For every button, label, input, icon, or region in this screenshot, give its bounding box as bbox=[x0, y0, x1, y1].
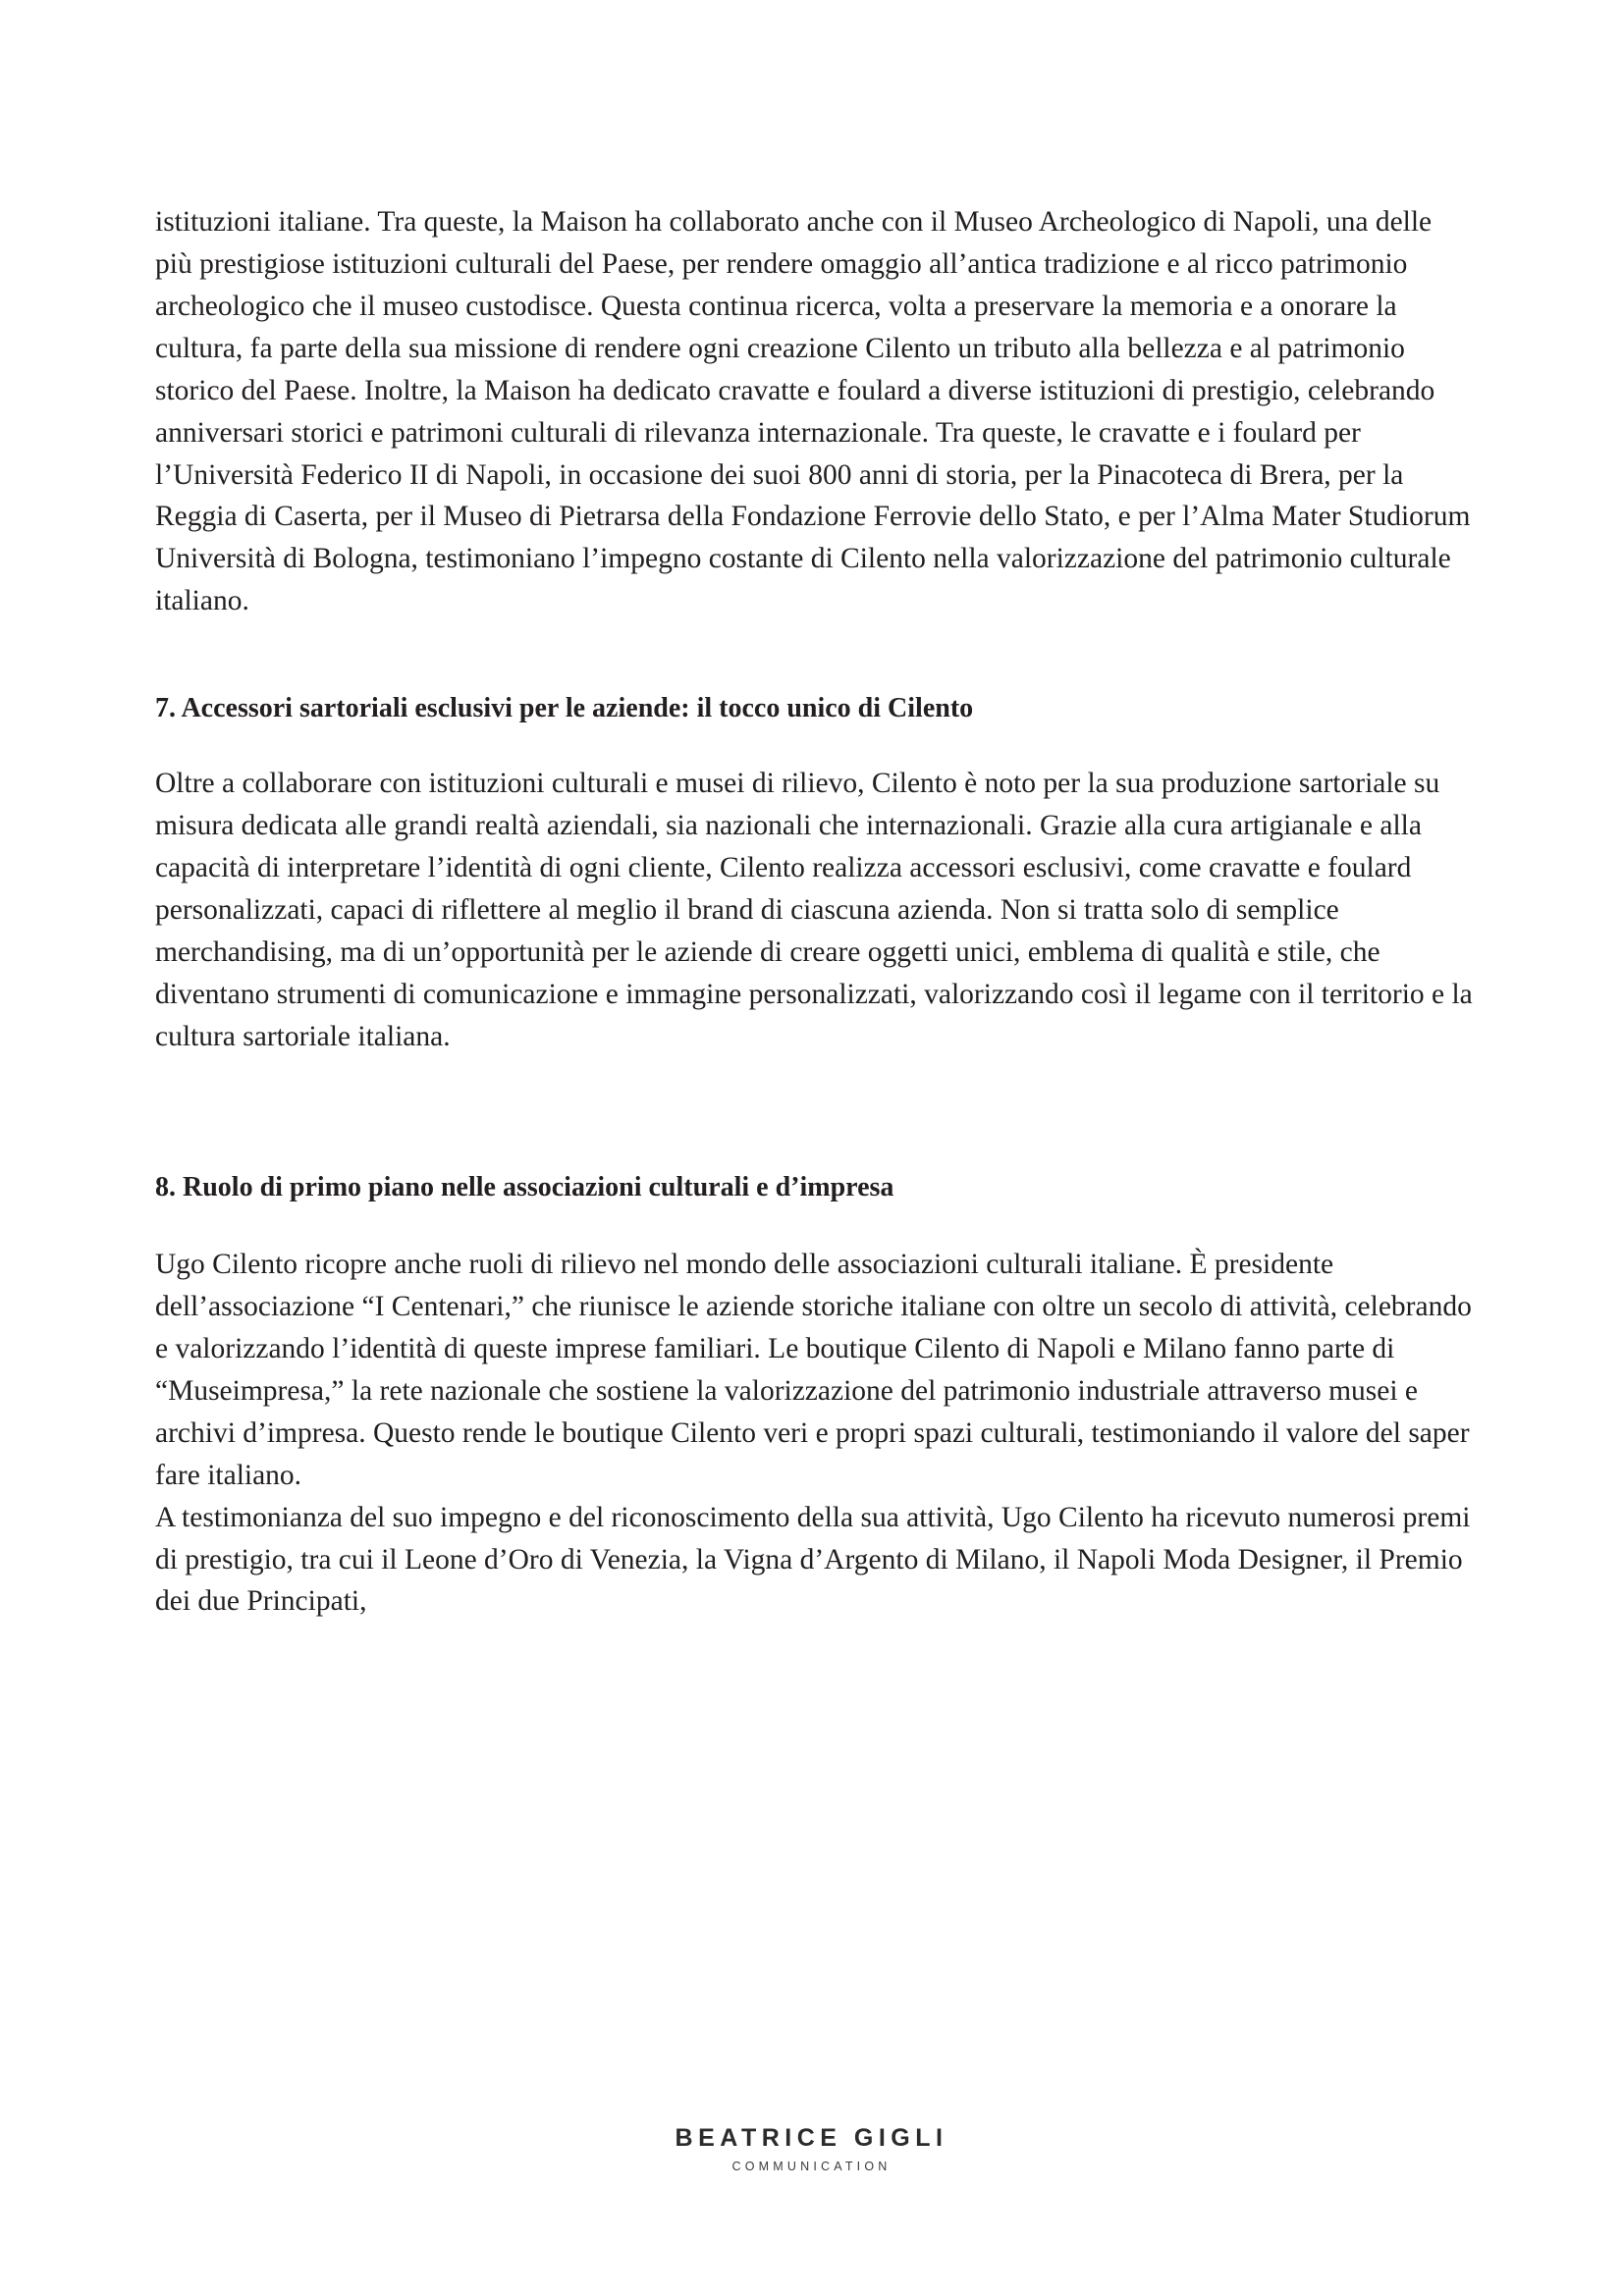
spacer bbox=[155, 622, 1476, 689]
section-8-body: Ugo Cilento ricopre anche ruoli di rilievo nel mondo delle associazioni culturali italiane. È presidente dell’associazione “I Centenari,” che riunisce le aziende storiche italiane con oltre un secolo di attività, celebrando e valorizzando l’identità di queste imprese familiari. Le boutique Cilento di Napoli e Milano fanno parte di “Museimpresa,” la rete nazionale che sostiene la valorizzazione del patrimonio industriale attraverso musei e archivi d’impresa. Questo rende le boutique Cilento veri e propri spazi culturali, testimoniando il valore del saper fare italiano. bbox=[155, 1249, 1472, 1491]
section-heading-7: 7. Accessori sartoriali esclusivi per le aziende: il tocco unico di Cilento bbox=[155, 693, 974, 724]
footer-subtitle: COMMUNICATION bbox=[731, 2159, 892, 2173]
section-7-body: Oltre a collaborare con istituzioni culturali e musei di rilievo, Cilento è noto per la sua produzione sartoriale su misura dedicata alle grandi realtà aziendali, sia nazionali che internazionali. Grazie alla cura artigianale e alla capacità di interpretare l’identità di ogni cliente, Cilento realizza accessori esclusivi, come cravatte e foulard personalizzati, capaci di riflettere al meglio il brand di ciascuna azienda. Non si tratta solo di semplice merchandising, ma di un’opportunità per le aziende di creare oggetti unici, emblema di qualità e stile, che diventano strumenti di comunicazione e immagine personalizzati, valorizzando così il legame con il territorio e la cultura sartoriale italiana. bbox=[155, 768, 1473, 1052]
document-content bbox=[155, 201, 1476, 1623]
paragraph-continued: istituzioni italiane. Tra queste, la Maison ha collaborato anche con il Museo Archeologico di Napoli, una delle più prestigiose istituzioni culturali del Paese, per rendere omaggio all’antica tradizione e al ricco patrimonio archeologico che il museo custodisce. Questa continua ricerca, volta a preservare la memoria e a onorare la cultura, fa parte della sua missione di rendere ogni creazione Cilento un tributo alla bellezza e al patrimonio storico del Paese. Inoltre, la Maison ha dedicato cravatte e foulard a diverse istituzioni di prestigio, celebrando anniversari storici e patrimoni culturali di rilevanza internazionale. Tra queste, le cravatte e i foulard per l’Università Federico II di Napoli, in occasione dei suoi 800 anni di storia, per la Pinacoteca di Brera, per la Reggia di Caserta, per il Museo di Pietrarsa della Fondazione Ferrovie dello Stato, e per l’Alma Mater Studiorum Università di Bologna, testimoniano l’impegno costante di Cilento nella valorizzazione del patrimonio culturale italiano. bbox=[155, 206, 1471, 617]
section-8-body-continued: A testimonianza del suo impegno e del riconoscimento della sua attività, Ugo Cilento ha ricevuto numerosi premi di prestigio, tra cui il Leone d’Oro di Venezia, la Vigna d’Argento di Milano, il Napoli Moda Designer, il Premio dei due Principati, bbox=[155, 1501, 1471, 1618]
page-footer bbox=[0, 2125, 1623, 2173]
spacer bbox=[155, 1206, 1476, 1244]
spacer bbox=[155, 727, 1476, 763]
section-heading-8: 8. Ruolo di primo piano nelle associazioni culturali e d’impresa bbox=[155, 1171, 894, 1202]
spacer bbox=[155, 1058, 1476, 1168]
footer-brand-name: BEATRICE GIGLI bbox=[675, 2124, 948, 2152]
